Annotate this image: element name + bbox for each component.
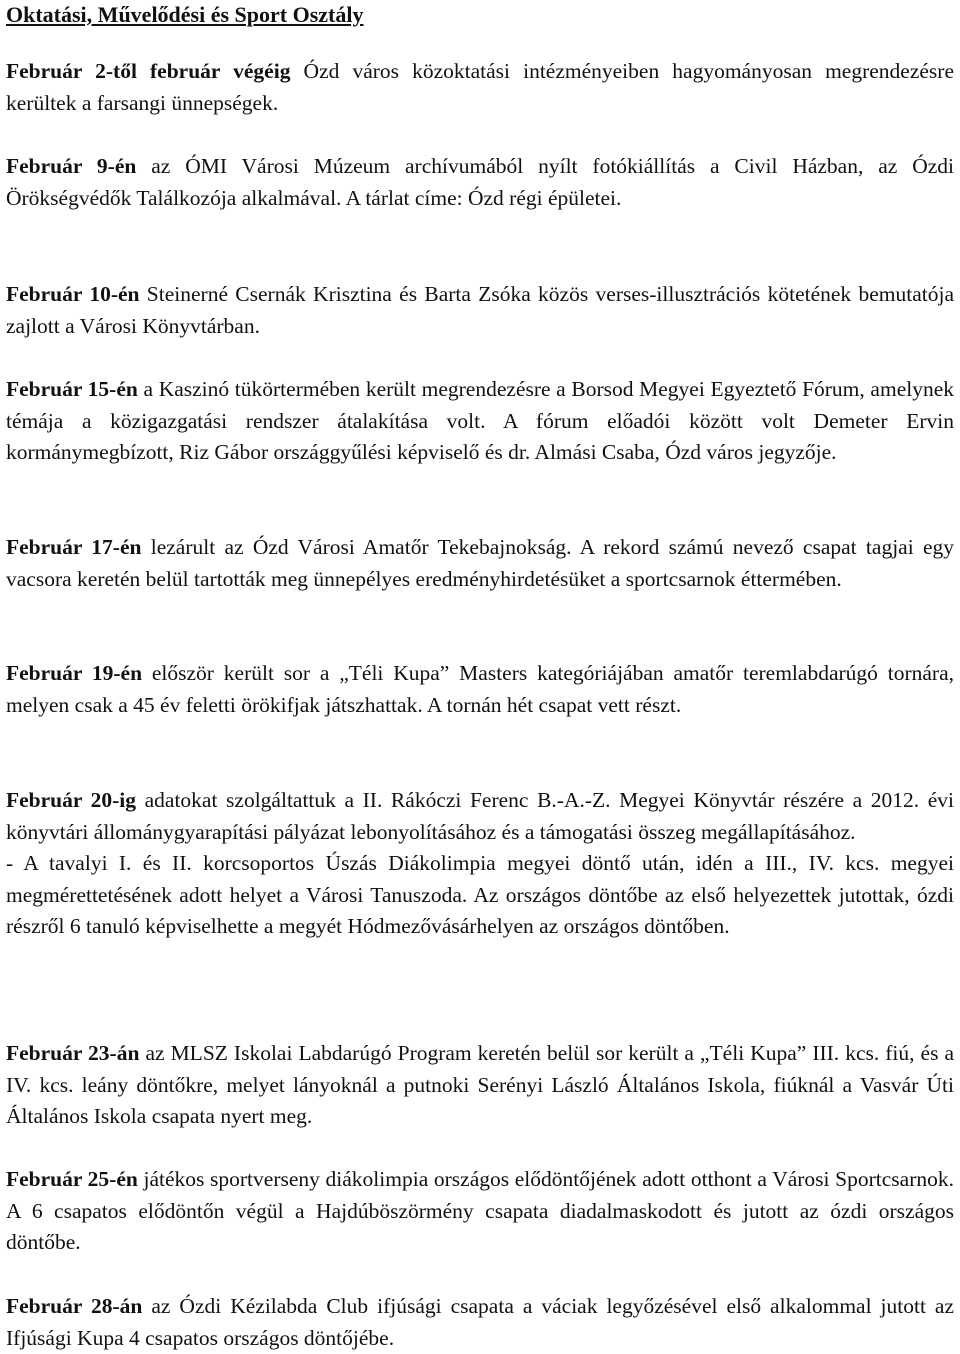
paragraph-date: Február 9-én — [6, 154, 137, 178]
paragraph-text: lezárult az Ózd Városi Amatőr Tekebajnokság. A rekord számú nevező csapat tagjai egy vacsora keretén belül tartották meg ünnepélyes eredményhirdetésüket a sportcsarnok éttermében. — [6, 535, 954, 591]
paragraph-feb-10 — [6, 279, 954, 342]
paragraph-date: Február 19-én — [6, 661, 143, 685]
paragraph-feb-25 — [6, 1164, 954, 1259]
paragraph-text: az Ózdi Kézilabda Club ifjúsági csapata a váciak legyőzésével első alkalommal jutott az Ifjúsági Kupa 4 csapatos országos döntőjébe. — [6, 1294, 954, 1350]
paragraph-feb-15 — [6, 374, 954, 469]
paragraph-text: az ÓMI Városi Múzeum archívumából nyílt fotókiállítás a Civil Házban, az Ózdi Örökségvédők Találkozója alkalmával. A tárlat címe: Ózd régi épületei. — [6, 154, 954, 210]
paragraph-feb-2 — [6, 56, 954, 119]
paragraph-date: Február 17-én — [6, 535, 142, 559]
paragraph-date: Február 25-én — [6, 1167, 138, 1191]
paragraph-date: Február 10-én — [6, 282, 140, 306]
paragraph-text: a Kaszinó tükörtermében került megrendezésre a Borsod Megyei Egyeztető Fórum, amelynek témája a közigazgatási rendszer átalakítása volt. A fórum előadói között volt Demeter Ervin kormánymegbízott, Riz Gábor országgyűlési képviselő és dr. Almási Csaba, Ózd város jegyzője. — [6, 377, 955, 464]
paragraph-feb-17 — [6, 532, 954, 595]
paragraph-text: először került sor a „Téli Kupa” Masters kategóriájában amatőr teremlabdarúgó tornára, melyen csak a 45 év feletti örökifjak játszhattak. A tornán hét csapat vett részt. — [6, 661, 954, 717]
paragraph-text: adatokat szolgáltattuk a II. Rákóczi Ferenc B.-A.-Z. Megyei Könyvtár részére a 2012. évi könyvtári állománygyarapítási pályázat lebonyolításához és a támogatási összeg megállapításához. — [6, 788, 955, 844]
paragraph-text: Ózd város közoktatási intézményeiben hagyományosan megrendezésre kerültek a farsangi ünnepségek. — [6, 59, 954, 115]
paragraph-text: Steinerné Csernák Krisztina és Barta Zsóka közös verses-illusztrációs kötetének bemutatója zajlott a Városi Könyvtárban. — [6, 282, 954, 338]
paragraph-feb-9 — [6, 151, 954, 214]
paragraph-text: az MLSZ Iskolai Labdarúgó Program keretén belül sor került a „Téli Kupa” III. kcs. fiú, és a IV. kcs. leány döntőkre, melyet lányoknál a putnoki Serényi László Általános Iskola, fiúknál a Vasvár Úti Általános Iskola csapata nyert meg. — [6, 1041, 955, 1128]
paragraph-feb-23 — [6, 1038, 954, 1133]
paragraph-extra: - A tavalyi I. és II. korcsoportos Úszás Diákolimpia megyei döntő után, idén a III., IV. kcs. megyei megmérettetésének adott helyet a Városi Tanuszoda. Az országos döntőbe az első helyezettek jutottak, ózdi részről 6 tanuló képviselhette a megyét Hódmezővásárhelyen az országos döntőben. — [6, 851, 954, 938]
paragraph-date: Február 2-től február végéig — [6, 59, 291, 83]
paragraph-text: játékos sportverseny diákolimpia országos elődöntőjének adott otthont a Városi Sportcsarnok. A 6 csapatos elődöntőn végül a Hajdúböszörmény csapata diadalmaskodott és jutott az ózdi országos döntőbe. — [6, 1167, 954, 1254]
paragraph-date: Február 28-án — [6, 1294, 143, 1318]
section-heading: Oktatási, Művelődési és Sport Osztály — [6, 2, 364, 27]
paragraph-date: Február 20-ig — [6, 788, 137, 812]
paragraph-feb-20 — [6, 785, 954, 943]
paragraph-feb-19 — [6, 658, 954, 721]
paragraph-feb-28 — [6, 1291, 954, 1354]
paragraph-date: Február 23-án — [6, 1041, 140, 1065]
paragraph-date: Február 15-én — [6, 377, 138, 401]
